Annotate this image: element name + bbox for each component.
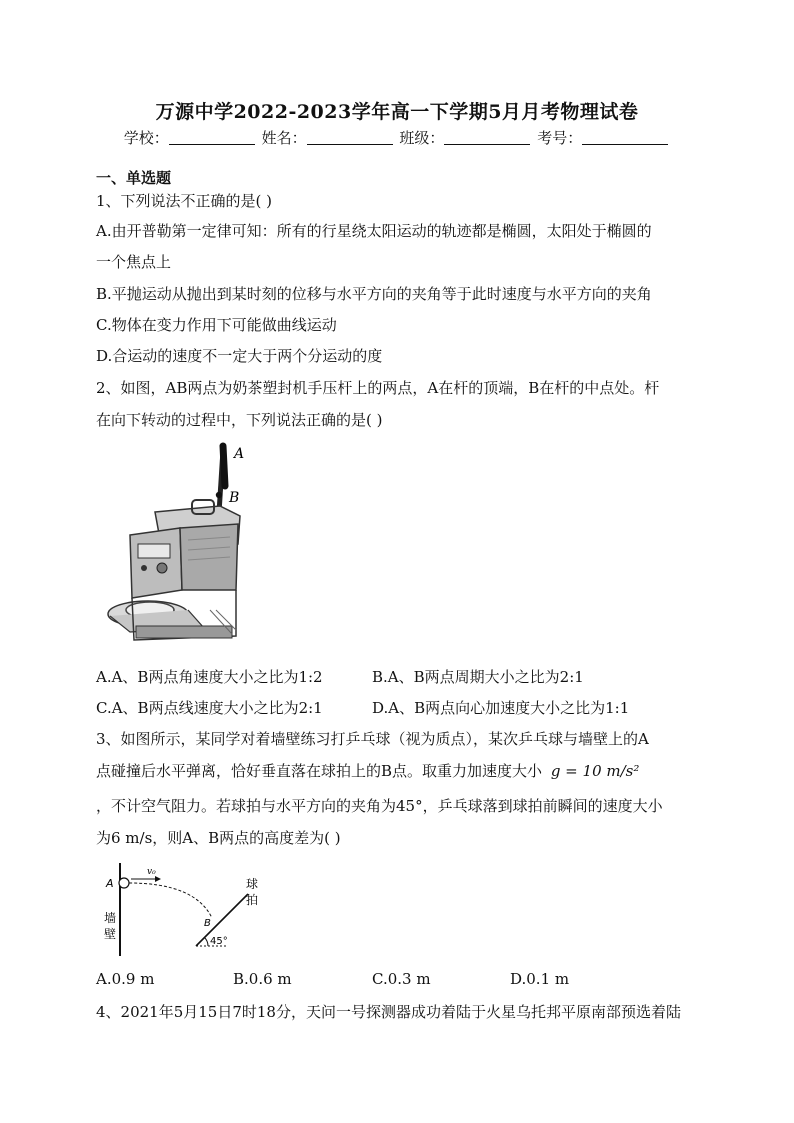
fig-label-racket-2: 拍 <box>246 893 259 907</box>
q1-option-d: D.合运动的速度不一定大于两个分运动的度 <box>96 347 383 365</box>
class-blank[interactable] <box>444 130 530 145</box>
q3-stem-line2-text: 点碰撞后水平弹离，恰好垂直落在球拍上的B点。取重力加速度大小 <box>96 762 543 780</box>
q1-option-c: C.物体在变力作用下可能做曲线运动 <box>96 316 337 334</box>
q3-gravity-formula: g = 10 m/s² <box>550 762 640 780</box>
q3-option-c: C.0.3 m <box>372 970 431 988</box>
fig-label-angle: 45° <box>210 936 228 947</box>
q3-option-d: D.0.1 m <box>510 970 570 988</box>
control-panel <box>138 544 170 558</box>
fig-label-v0: v₀ <box>147 867 156 877</box>
class-label: 班级： <box>399 129 445 147</box>
name-blank[interactable] <box>307 130 393 145</box>
switch <box>141 565 147 571</box>
machine-foot <box>136 626 232 638</box>
q3-stem-line1: 3、如图所示，某同学对着墙壁练习打乒乓球（视为质点），某次乒乓球与墙壁上的A <box>96 730 649 748</box>
q4-stem-line1: 4、2021年5月15日7时18分，天问一号探测器成功着陆于火星乌托邦平原南部预选着陆 <box>96 1003 681 1021</box>
q2-option-d: D.A、B两点向心加速度大小之比为1:1 <box>372 699 630 717</box>
exam-number-label: 考号： <box>537 129 583 147</box>
q1-option-a-line1: A.由开普勒第一定律可知：所有的行星绕太阳运动的轨迹都是椭圆，太阳处于椭圆的 <box>96 222 652 240</box>
section-heading: 一、单选题 <box>96 169 172 187</box>
q2-option-a: A.A、B两点角速度大小之比为1:2 <box>96 668 323 686</box>
q2-stem-line2: 在向下转动的过程中，下列说法正确的是( ) <box>96 411 383 429</box>
q2-option-b: B.A、B两点周期大小之比为2:1 <box>372 668 584 686</box>
fig-label-racket-1: 球 <box>246 877 259 891</box>
fig-label-a: A <box>106 877 114 890</box>
school-label: 学校： <box>123 129 169 147</box>
machine-front <box>130 528 182 598</box>
q3-stem-line3: ，不计空气阻力。若球拍与水平方向的夹角为45°，乒乓球落到球拍前瞬间的速度大小 <box>96 797 663 815</box>
q1-option-b: B.平抛运动从抛出到某时刻的位移与水平方向的夹角等于此时速度与水平方向的夹角 <box>96 285 652 303</box>
q1-stem: 1、下列说法不正确的是( ) <box>96 192 273 210</box>
student-info-row <box>0 127 794 148</box>
q3-stem-line2 <box>96 760 639 781</box>
q2-stem-line1: 2、如图，AB两点为奶茶塑封机手压杆上的两点，A在杆的顶端，B在杆的中点处。杆 <box>96 379 660 397</box>
ball-a <box>119 878 129 888</box>
q2-option-c: C.A、B两点线速度大小之比为2:1 <box>96 699 323 717</box>
q1-option-a-line2: 一个焦点上 <box>96 253 172 271</box>
school-blank[interactable] <box>169 130 255 145</box>
sealing-machine-figure <box>100 440 290 652</box>
q3-option-a: A.0.9 m <box>96 970 155 988</box>
lever-handle <box>223 446 225 486</box>
label-a: A <box>234 446 245 462</box>
fig-label-wall-2: 壁 <box>104 927 117 941</box>
exam-number-blank[interactable] <box>582 130 668 145</box>
exam-title: 万源中学2022-2023学年高一下学期5月月考物理试卷 <box>155 101 639 123</box>
name-label: 姓名： <box>261 129 307 147</box>
fig-label-b: B <box>204 918 211 929</box>
q3-option-b: B.0.6 m <box>233 970 292 988</box>
label-b: B <box>229 490 240 506</box>
knob <box>157 563 167 573</box>
fig-label-wall-1: 墙 <box>104 911 117 925</box>
trajectory <box>129 883 212 918</box>
q3-stem-line4: 为6 m/s，则A、B两点的高度差为( ) <box>96 829 341 847</box>
point-b-dot <box>216 492 222 498</box>
pingpong-figure <box>100 858 280 958</box>
